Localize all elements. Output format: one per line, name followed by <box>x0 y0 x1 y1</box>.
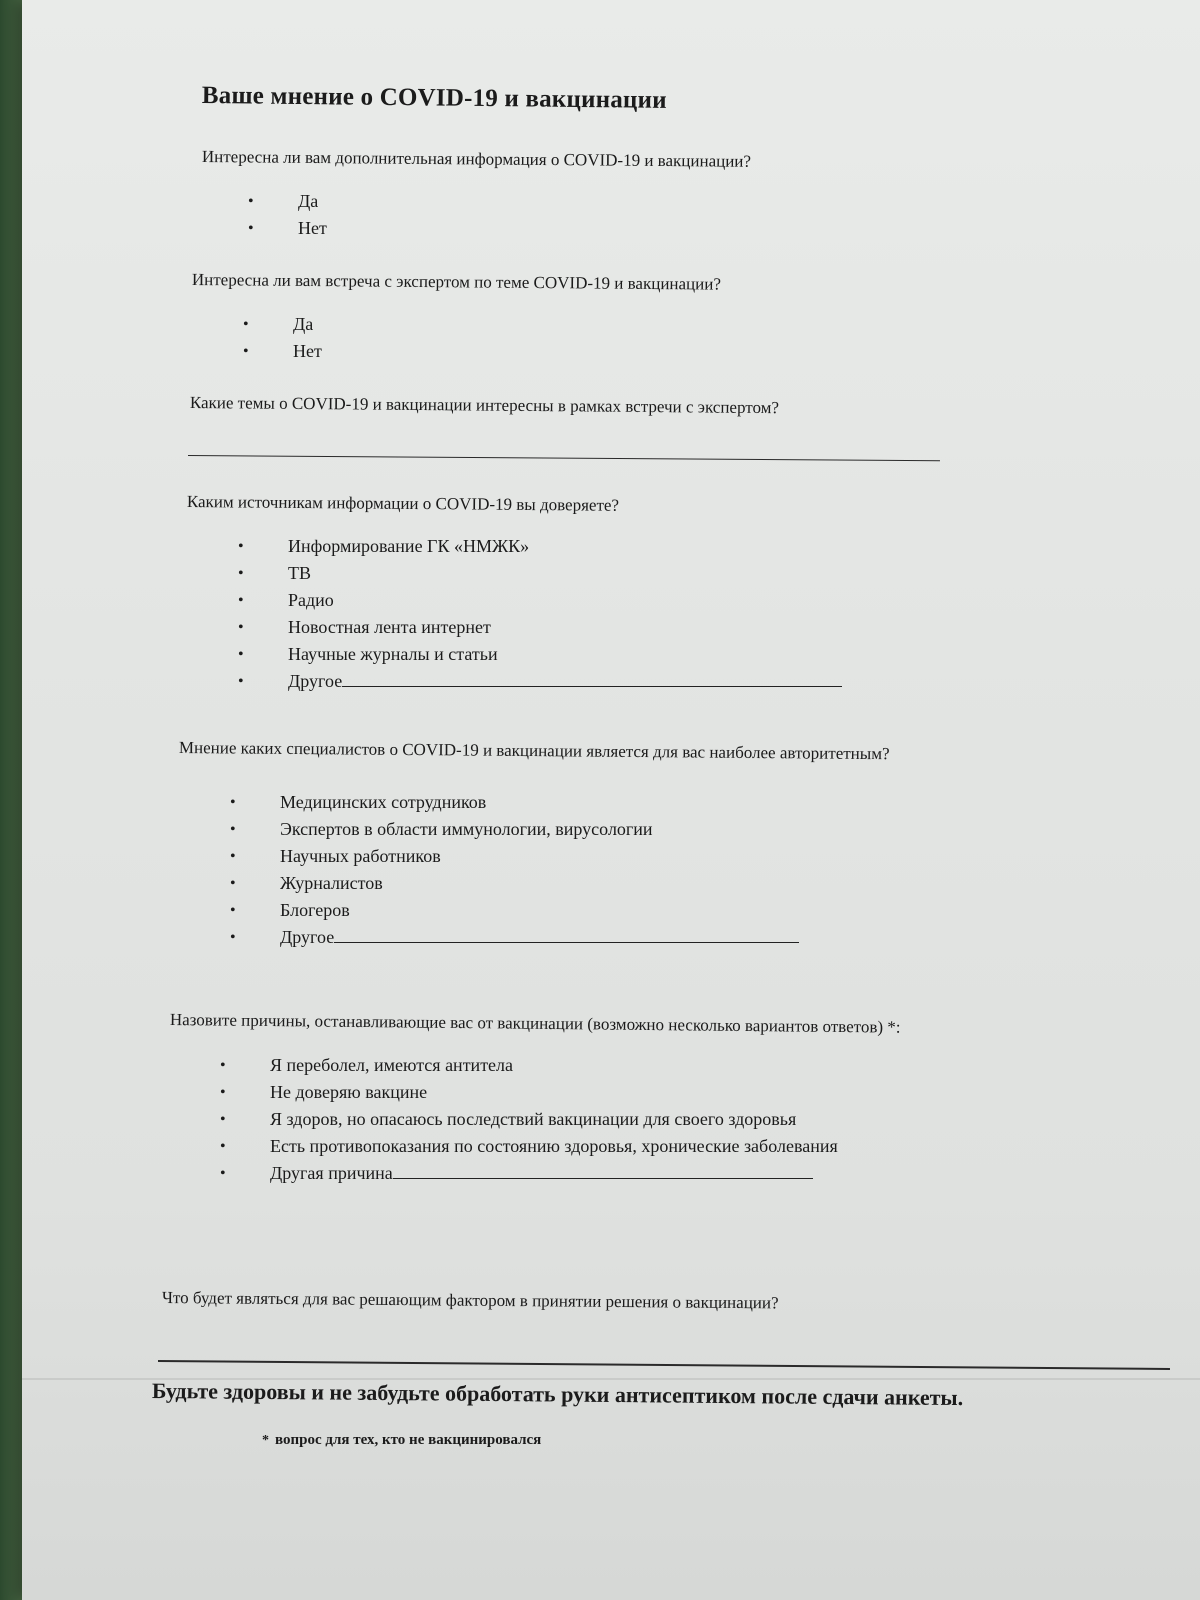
option-item[interactable]: • Радио <box>238 587 842 614</box>
question-1: Интересна ли вам дополнительная информация о COVID-19 и вакцинации? <box>201 147 752 171</box>
bullet-icon: • <box>238 538 244 555</box>
option-item[interactable]: • Журналистов <box>230 870 799 897</box>
bullet-icon: • <box>230 929 236 946</box>
option-item[interactable]: • Да <box>248 188 327 215</box>
other-fill-line[interactable] <box>393 1162 813 1179</box>
bullet-icon: • <box>230 875 236 892</box>
bullet-icon: • <box>243 343 249 360</box>
bullet-icon: • <box>220 1138 226 1155</box>
question-7: Что будет являться для вас решающим фактором в принятии решения о вакцинации? <box>161 1288 779 1313</box>
option-item-other[interactable]: • Другое <box>230 924 799 951</box>
document-title: Ваше мнение о COVID-19 и вакцинации <box>201 82 667 114</box>
asterisk-icon: * <box>262 1433 269 1448</box>
question-1-options <box>248 188 327 242</box>
question-6: Назовите причины, останавливающие вас от вакцинации (возможно несколько вариантов ответов) *: <box>169 1010 901 1037</box>
option-item-other[interactable]: • Другая причина <box>220 1160 838 1187</box>
question-3: Какие темы о COVID-19 и вакцинации интересны в рамках встречи с экспертом? <box>189 393 780 418</box>
bullet-icon: • <box>220 1111 226 1128</box>
option-item[interactable]: • Научные журналы и статьи <box>238 641 842 668</box>
option-item[interactable]: • Информирование ГК «НМЖК» <box>238 533 842 560</box>
option-item[interactable]: • Я здоров, но опасаюсь последствий вакцинации для своего здоровья <box>220 1106 838 1133</box>
bullet-icon: • <box>238 619 244 636</box>
bullet-icon: • <box>248 220 254 237</box>
bullet-icon: • <box>230 821 236 838</box>
bullet-icon: • <box>230 848 236 865</box>
bullet-icon: • <box>220 1057 226 1074</box>
option-item[interactable]: • Нет <box>243 338 322 365</box>
option-item[interactable]: • Не доверяю вакцине <box>220 1079 838 1106</box>
question-2: Интересна ли вам встреча с экспертом по теме COVID-19 и вакцинации? <box>191 270 722 294</box>
question-5-options <box>230 789 799 951</box>
other-fill-line[interactable] <box>334 926 799 943</box>
option-item-other[interactable]: • Другое <box>238 668 842 695</box>
option-item[interactable]: • Новостная лента интернет <box>238 614 842 641</box>
option-item[interactable]: • Есть противопоказания по состоянию здоровья, хронические заболевания <box>220 1133 838 1160</box>
bullet-icon: • <box>230 902 236 919</box>
question-6-options <box>220 1052 838 1187</box>
option-item[interactable]: • Нет <box>248 215 327 242</box>
bullet-icon: • <box>238 565 244 582</box>
question-4: Каким источникам информации о COVID-19 вы доверяете? <box>186 492 620 515</box>
bullet-icon: • <box>220 1084 226 1101</box>
option-item[interactable]: • ТВ <box>238 560 842 587</box>
option-item[interactable]: • Медицинских сотрудников <box>230 789 799 816</box>
question-2-options <box>243 311 322 365</box>
bullet-icon: • <box>248 193 254 210</box>
option-item[interactable]: • Я переболел, имеются антитела <box>220 1052 838 1079</box>
closing-note: Будьте здоровы и не забудьте обработать руки антисептиком после сдачи анкеты. <box>151 1378 964 1411</box>
option-item[interactable]: • Да <box>243 311 322 338</box>
option-item[interactable]: • Экспертов в области иммунологии, вирусологии <box>230 816 799 843</box>
bullet-icon: • <box>243 316 249 333</box>
question-5: Мнение каких специалистов о COVID-19 и вакцинации является для вас наиболее авторитетным? <box>178 738 890 764</box>
bullet-icon: • <box>220 1165 226 1182</box>
question-4-options <box>238 533 842 695</box>
footnote <box>262 1432 541 1449</box>
other-fill-line[interactable] <box>342 670 842 687</box>
bullet-icon: • <box>238 646 244 663</box>
footnote-text: вопрос для тех, кто не вакцинировался <box>275 1432 542 1448</box>
bullet-icon: • <box>238 673 244 690</box>
option-item[interactable]: • Научных работников <box>230 843 799 870</box>
bullet-icon: • <box>230 794 236 811</box>
option-item[interactable]: • Блогеров <box>230 897 799 924</box>
bullet-icon: • <box>238 592 244 609</box>
